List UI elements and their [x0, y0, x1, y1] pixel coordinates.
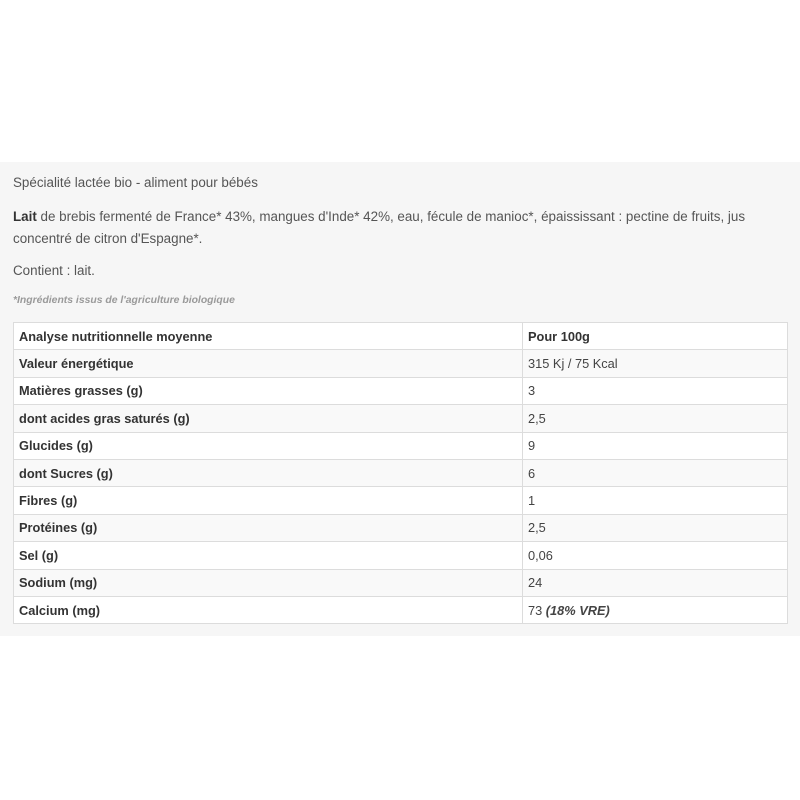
- product-subtitle: Spécialité lactée bio - aliment pour bébés: [13, 175, 258, 190]
- ingredients-text: [13, 206, 783, 250]
- nutrient-value-cell: [523, 596, 788, 623]
- header-name-cell: Analyse nutritionnelle moyenne: [14, 323, 523, 350]
- nutrient-name: Valeur énergétique: [14, 350, 523, 377]
- table-row: [14, 487, 788, 514]
- nutrient-value: 2,5: [523, 514, 788, 541]
- nutrient-name: dont Sucres (g): [14, 459, 523, 486]
- nutrient-value: 9: [523, 432, 788, 459]
- nutrient-value: 24: [523, 569, 788, 596]
- product-description-panel: [0, 162, 800, 636]
- nutrient-value: 315 Kj / 75 Kcal: [523, 350, 788, 377]
- nutrient-name: Fibres (g): [14, 487, 523, 514]
- organic-footnote: *Ingrédients issus de l'agriculture biologique: [13, 295, 235, 306]
- allergen-contains: Contient : lait.: [13, 263, 95, 278]
- ingredients-list: de brebis fermenté de France* 43%, mangues d'Inde* 42%, eau, fécule de manioc*, épaississant : pectine de fruits, jus concentré de citron d'Espagne*.: [13, 209, 746, 246]
- table-row: [14, 405, 788, 432]
- nutrition-table: [13, 322, 788, 624]
- nutrient-value: 6: [523, 459, 788, 486]
- nutrient-value: 2,5: [523, 405, 788, 432]
- table-row: [14, 377, 788, 404]
- nutrient-name: dont acides gras saturés (g): [14, 405, 523, 432]
- header-value-cell: Pour 100g: [523, 323, 788, 350]
- nutrient-name: Matières grasses (g): [14, 377, 523, 404]
- table-row: [14, 350, 788, 377]
- nutrient-name: Glucides (g): [14, 432, 523, 459]
- nutrient-name: Calcium (mg): [14, 596, 523, 623]
- ingredients-allergen: Lait: [13, 209, 37, 224]
- table-header-row: [14, 323, 788, 350]
- nutrient-name: Protéines (g): [14, 514, 523, 541]
- table-row: [14, 596, 788, 623]
- table-row: [14, 514, 788, 541]
- nutrient-name: Sel (g): [14, 542, 523, 569]
- table-row: [14, 432, 788, 459]
- nutrient-value: 0,06: [523, 542, 788, 569]
- nutrient-name: Sodium (mg): [14, 569, 523, 596]
- nutrient-value: 3: [523, 377, 788, 404]
- table-row: [14, 459, 788, 486]
- vre-note: (18% VRE): [545, 602, 610, 618]
- table-row: [14, 542, 788, 569]
- nutrient-value: 73: [528, 602, 543, 618]
- nutrient-value: 1: [523, 487, 788, 514]
- table-row: [14, 569, 788, 596]
